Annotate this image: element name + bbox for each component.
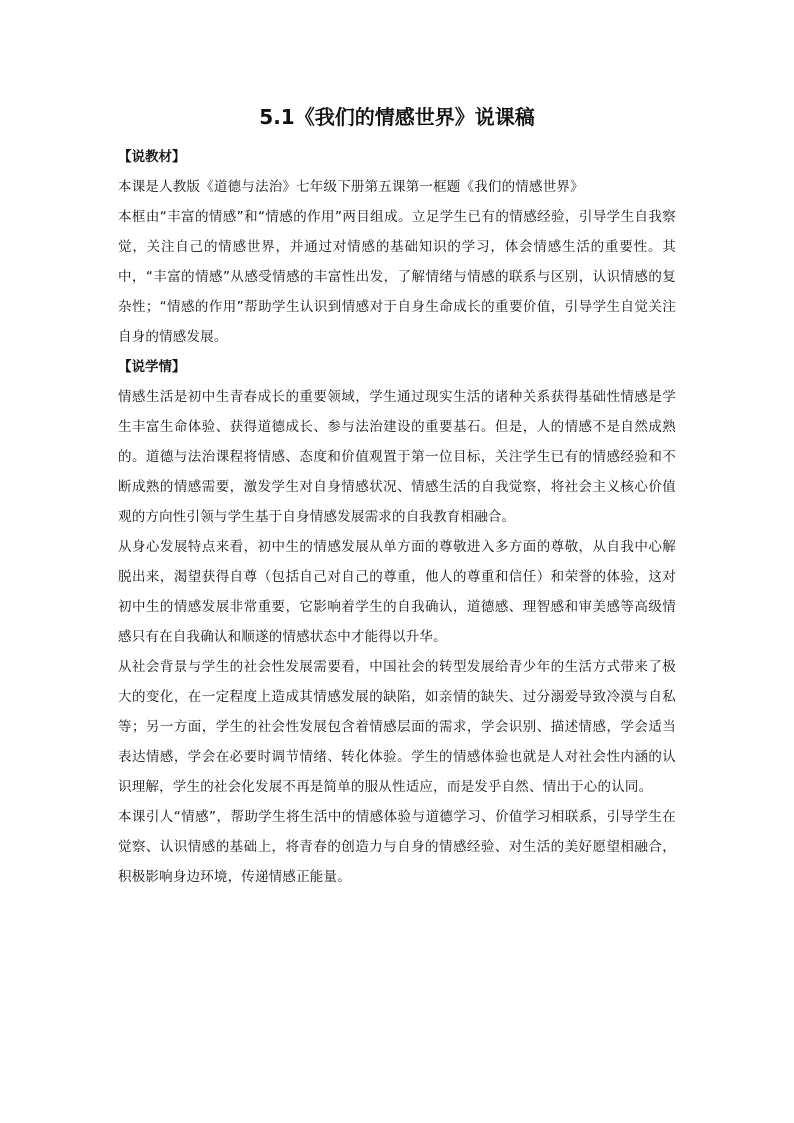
section-heading-textbook: 【说教材】 <box>118 149 186 165</box>
paragraph: 情感生活是初中生青春成长的重要领域，学生通过现实生活的诸种关系获得基础性情感是学生丰富生命体验、获得道德成长、参与法治建设的重要基石。但是，人的情感不是自然成熟的。道德与法治课程将情感、态度和价值观置于第一位目标，关注学生已有的情感经验和不断成熟的情感需要，激发学生对自身情感状况、情感生活的自我觉察，将社会主义核心价值观的方向性引领与学生基于自身情感发展需求的自我教育相融合。 <box>118 389 676 525</box>
section-learners <box>118 352 676 892</box>
section-textbook <box>118 142 676 352</box>
paragraph: 本框由“丰富的情感”和“情感的作用”两目组成。立足学生已有的情感经验，引导学生自我察觉，关注自己的情感世界，并通过对情感的基础知识的学习，体会情感生活的重要性。其中，“丰富的情感”从感受情感的丰富性出发，了解情绪与情感的联系与区别，认识情感的复杂性；“情感的作用”帮助学生认识到情感对于自身生命成长的重要价值，引导学生自觉关注自身的情感发展。 <box>118 209 676 345</box>
document-page <box>118 98 676 892</box>
paragraph: 从社会背景与学生的社会性发展需要看，中国社会的转型发展给青少年的生活方式带来了极大的变化，在一定程度上造成其情感发展的缺陷，如亲情的缺失、过分溺爱导致冷漠与自私等；另一方面，学生的社会性发展包含着情感层面的需求，学会识别、描述情感，学会适当表达情感，学会在必要时调节情绪、转化体验。学生的情感体验也就是人对社会性内涵的认识理解，学生的社会化发展不再是简单的服从性适应，而是发乎自然、情出于心的认同。 <box>118 659 676 795</box>
paragraph: 从身心发展特点来看，初中生的情感发展从单方面的尊敬进入多方面的尊敬，从自我中心解脱出来，渴望获得自尊（包括自己对自己的尊重，他人的尊重和信任）和荣誉的体验，这对初中生的情感发展非常重要，它影响着学生的自我确认，道德感、理智感和审美感等高级情感只有在自我确认和顺遂的情感状态中才能得以升华。 <box>118 539 676 645</box>
paragraph: 本课是人教版《道德与法治》七年级下册第五课第一框题《我们的情感世界》 <box>118 179 584 195</box>
section-heading-learners: 【说学情】 <box>118 359 186 375</box>
document-title: 5.1《我们的情感世界》说课稿 <box>259 105 535 129</box>
paragraph: 本课引人“情感”，帮助学生将生活中的情感体验与道德学习、价值学习相联系，引导学生在觉察、认识情感的基础上，将青春的创造力与自身的情感经验、对生活的美好愿望相融合，积极影响身边环境，传递情感正能量。 <box>118 809 676 885</box>
